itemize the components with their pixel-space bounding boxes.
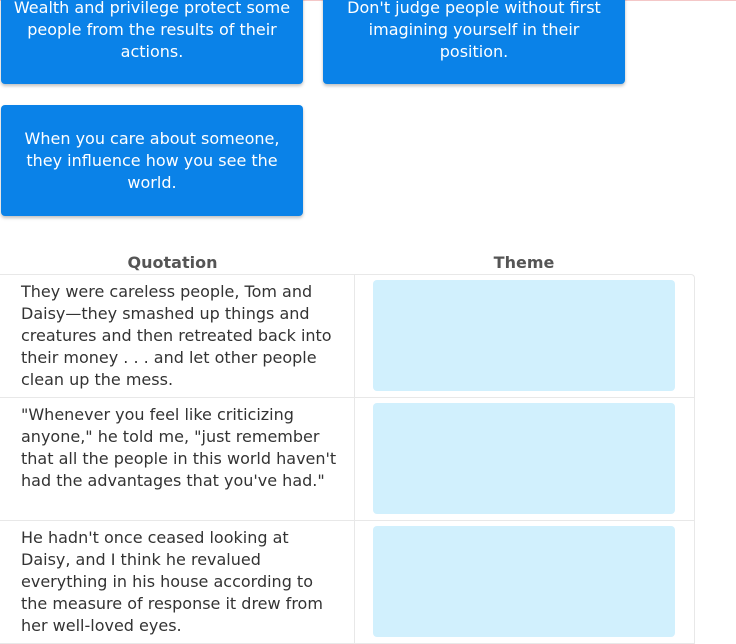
table-row	[0, 398, 694, 521]
column-divider	[354, 275, 355, 397]
quotation-text: He hadn't once ceased looking at Daisy, and I think he revalued everything in his house according to the measure of response it drew from her well-loved eyes.	[21, 528, 323, 635]
table-rows	[0, 274, 695, 644]
column-divider	[354, 521, 355, 643]
quotation-column-header: Quotation	[127, 253, 218, 272]
quotation-text: They were careless people, Tom and Daisy—they smashed up things and creatures and then retreated back into their money . . . and let other people clean up the mess.	[21, 282, 332, 389]
theme-drop-zone[interactable]	[373, 526, 675, 637]
theme-drop-zone[interactable]	[373, 403, 675, 514]
quotation-text: "Whenever you feel like criticizing anyone," he told me, "just remember that all the people in this world haven't had the advantages that you've had."	[21, 405, 337, 490]
answer-tile-dont-judge[interactable]: Don't judge people without first imagining yourself in their position.	[323, 0, 625, 84]
theme-column-header: Theme	[493, 253, 555, 272]
table-row	[0, 275, 694, 398]
answer-tile-care-about-someone[interactable]: When you care about someone, they influence how you see the world.	[1, 105, 303, 216]
answer-tile-wealth-privilege[interactable]: Wealth and privilege protect some people from the results of their actions.	[1, 0, 303, 84]
column-divider	[354, 398, 355, 520]
table-row	[0, 521, 694, 644]
theme-drop-zone[interactable]	[373, 280, 675, 391]
